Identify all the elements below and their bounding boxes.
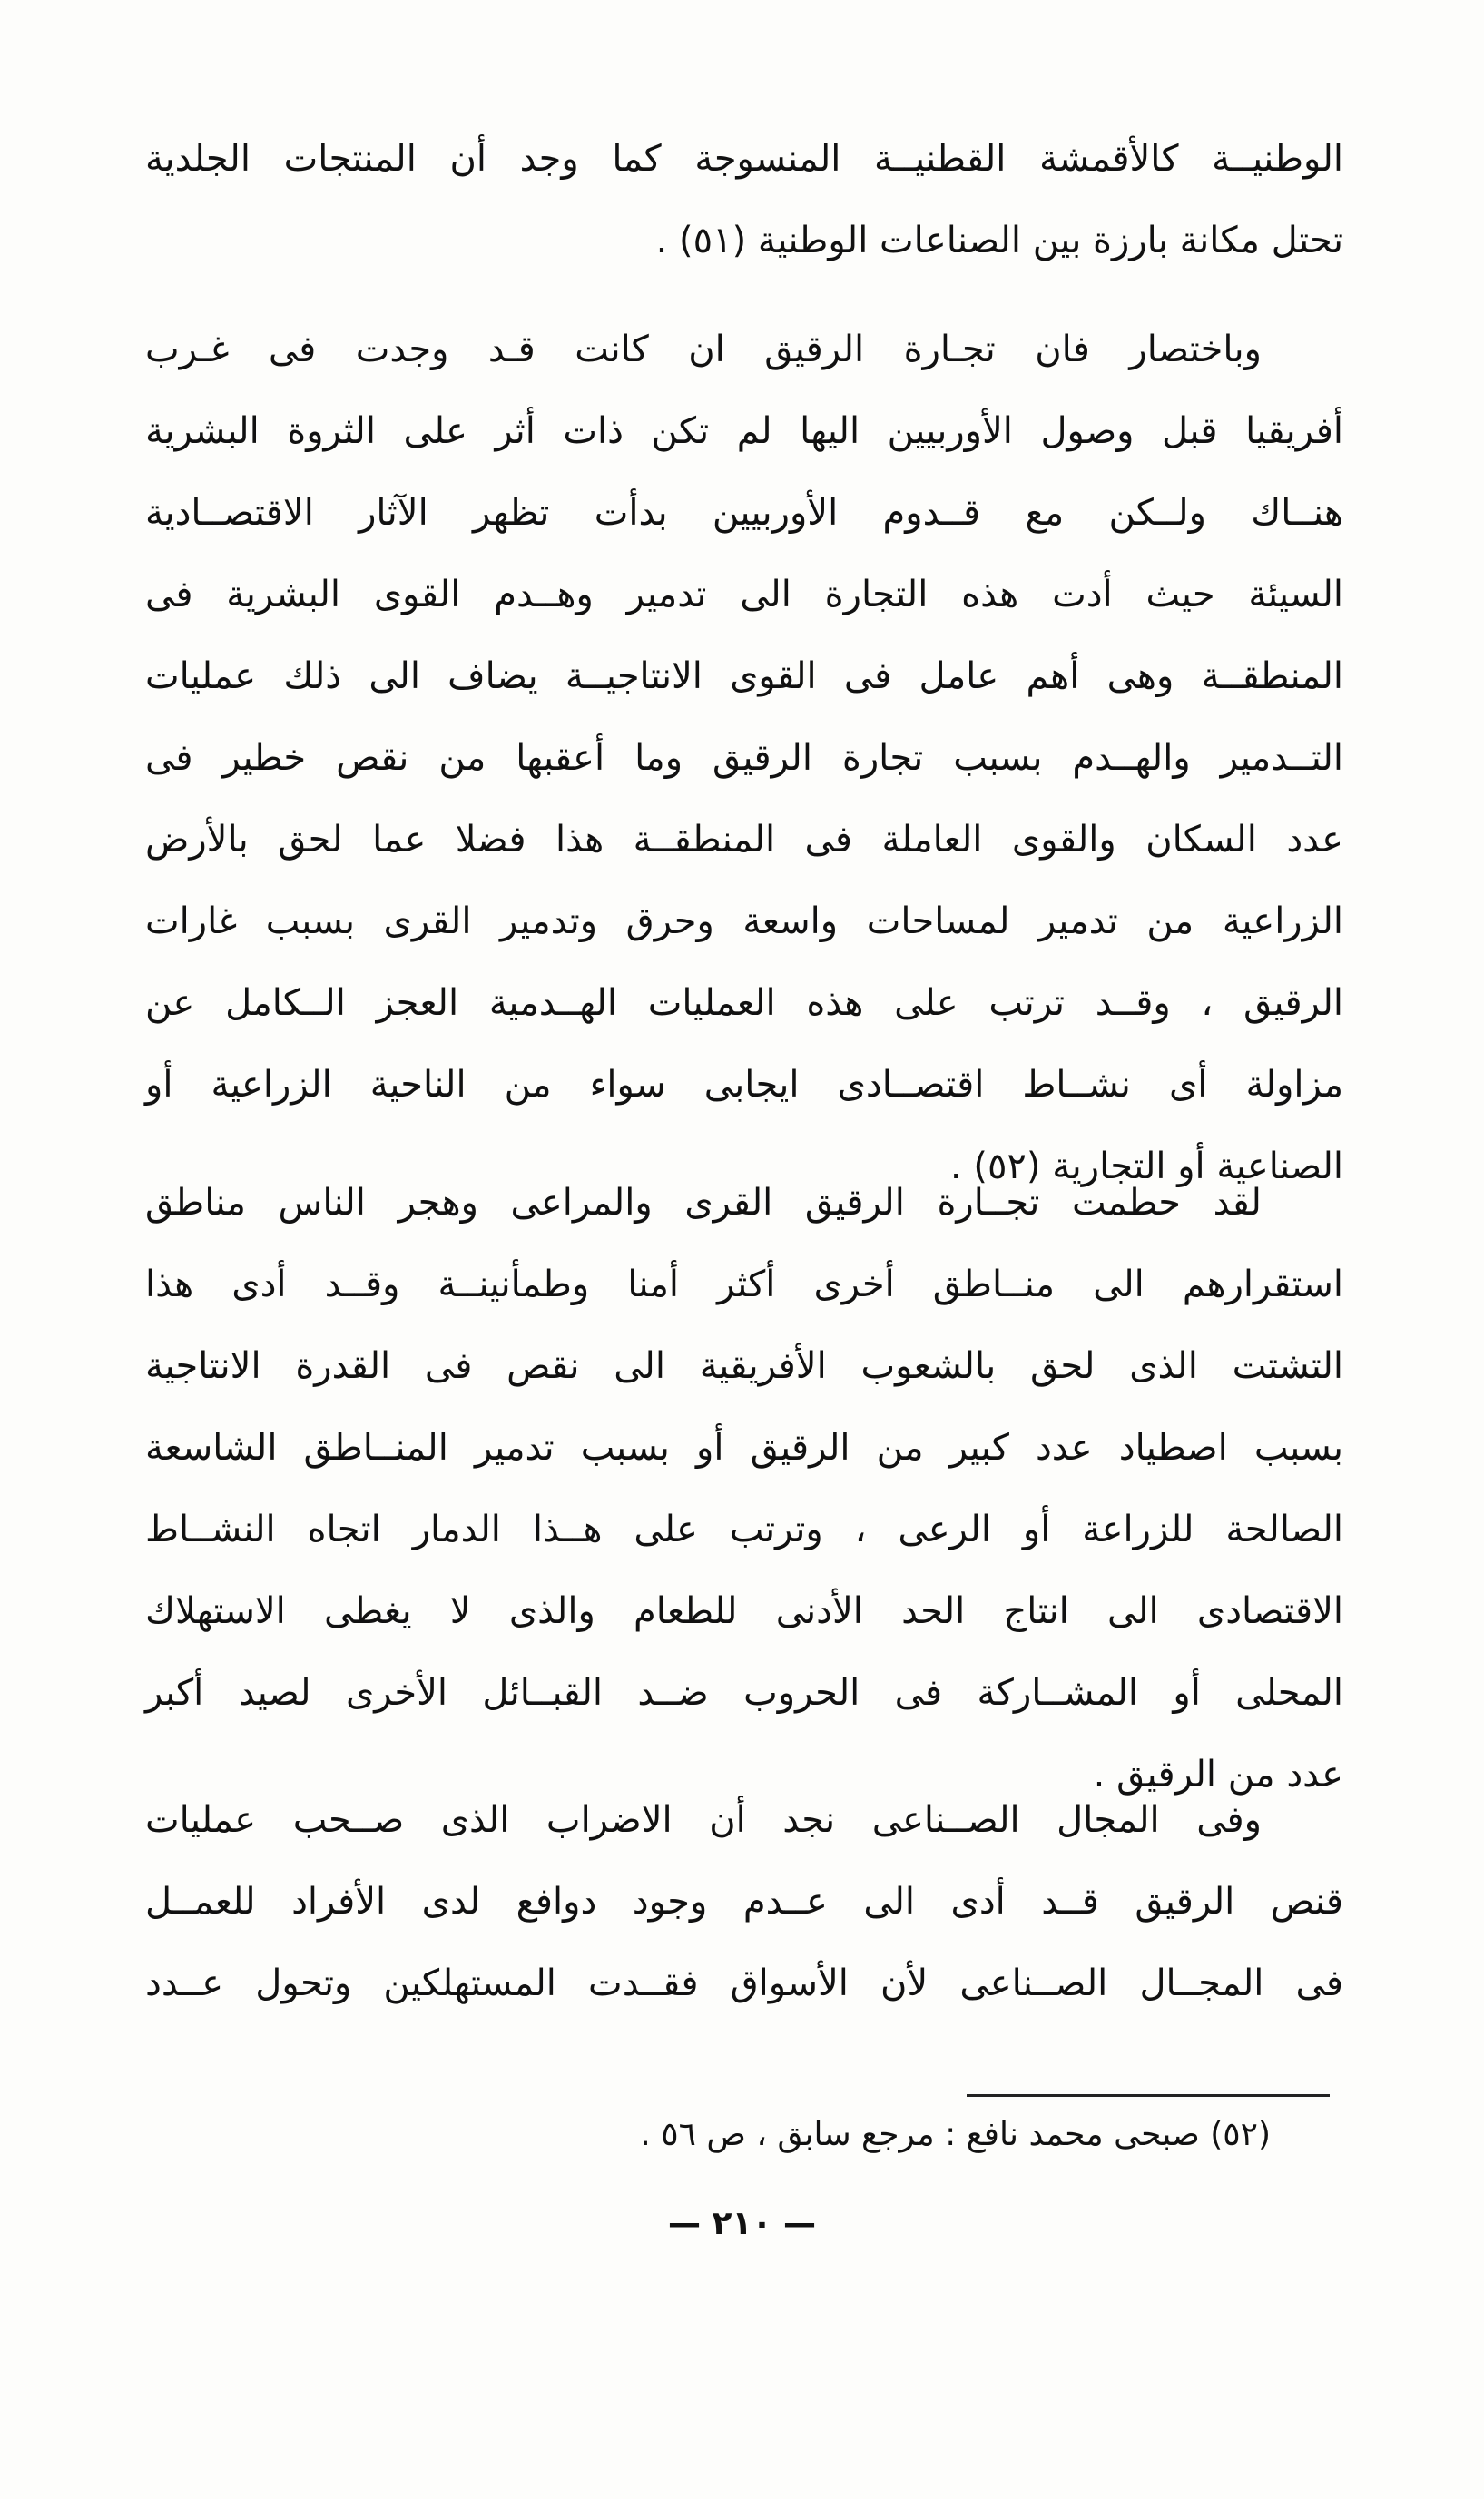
text-line: عدد السكان والقوى العاملة فى المنطقــة هذا فضلا عما لحق بالأرض	[145, 819, 1343, 861]
paragraph-3	[145, 1162, 1343, 1815]
text-line: المحلى أو المشــاركة فى الحروب ضــد القبــائل الأخرى لصيد أكبر	[145, 1672, 1343, 1714]
text-line: الصناعية أو التجارية (٥٢) .	[949, 1146, 1343, 1187]
text-line: فى المجــال الصــناعى لأن الأسواق فقــدت المستهلكين وتحول عــدد	[145, 1963, 1343, 2004]
paragraph-1	[145, 118, 1343, 281]
footnote: (٥٢) صبحى محمد نافع : مرجع سابق ، ص ٥٦ .	[640, 2116, 1271, 2153]
text-line: هنــاك ولــكن مع قــدوم الأوربيين بدأت تظهر الآثار الاقتصــادية	[145, 492, 1343, 534]
text-line: لقد حطمت تجــارة الرقيق القرى والمراعى وهجر الناس مناطق	[145, 1182, 1262, 1224]
text-line: الزراعية من تدمير لمساحات واسعة وحرق وتدمير القرى بسبب غارات	[145, 900, 1343, 942]
text-line: الرقيق ، وقــد ترتب على هذه العمليات الهــدمية العجز الــكامل عن	[145, 982, 1343, 1024]
text-line: تحتل مكانة بارزة بين الصناعات الوطنية (٥١) .	[655, 220, 1343, 261]
text-line: بسبب اصطياد عدد كبير من الرقيق أو بسبب تدمير المنــاطق الشاسعة	[145, 1427, 1343, 1469]
text-line: وفى المجال الصــناعى نجد أن الاضراب الذى صــحب عمليات	[145, 1799, 1262, 1841]
text-line: مزاولة أى نشــاط اقتصــادى ايجابى سواء من الناحية الزراعية أو	[145, 1064, 1343, 1106]
text-line: الوطنيــة كالأقمشة القطنيــة المنسوجة كما وجد أن المنتجات الجلدية	[145, 138, 1343, 180]
text-line: الصالحة للزراعة أو الرعى ، وترتب على هــذا الدمار اتجاه النشــاط	[145, 1509, 1343, 1550]
text-line: وباختصار فان تجـارة الرقيق ان كانت قـد وجدت فى غـرب	[145, 329, 1262, 370]
text-line: المنطقــة وهى أهم عامل فى القوى الانتاجيــة يضاف الى ذلك عمليات	[145, 655, 1343, 697]
text-line: قنص الرقيق قــد أدى الى عــدم وجود دوافع لدى الأفراد للعمــل	[145, 1881, 1343, 1923]
text-line: السيئة حيث أدت هذه التجارة الى تدمير وهــدم القوى البشرية فى	[145, 574, 1343, 615]
text-line: استقرارهم الى منــاطق أخرى أكثر أمنا وطمأنينــة وقــد أدى هذا	[145, 1264, 1343, 1305]
page-number: — ٢١٠ —	[667, 2205, 816, 2242]
text-line: أفريقيا قبل وصول الأوربيين اليها لم تكن ذات أثر على الثروة البشرية	[145, 410, 1343, 452]
paragraph-4	[145, 1779, 1343, 2024]
footnote-divider	[967, 2094, 1330, 2097]
text-line: التــدمير والهــدم بسبب تجارة الرقيق وما أعقبها من نقص خطير فى	[145, 737, 1343, 779]
text-line: الاقتصادى الى انتاج الحد الأدنى للطعام والذى لا يغطى الاستهلاك	[145, 1590, 1343, 1632]
paragraph-2	[145, 309, 1343, 1207]
text-line: عدد من الرقيق .	[1093, 1754, 1343, 1796]
text-line: التشتت الذى لحق بالشعوب الأفريقية الى نقص فى القدرة الانتاجية	[145, 1345, 1343, 1387]
